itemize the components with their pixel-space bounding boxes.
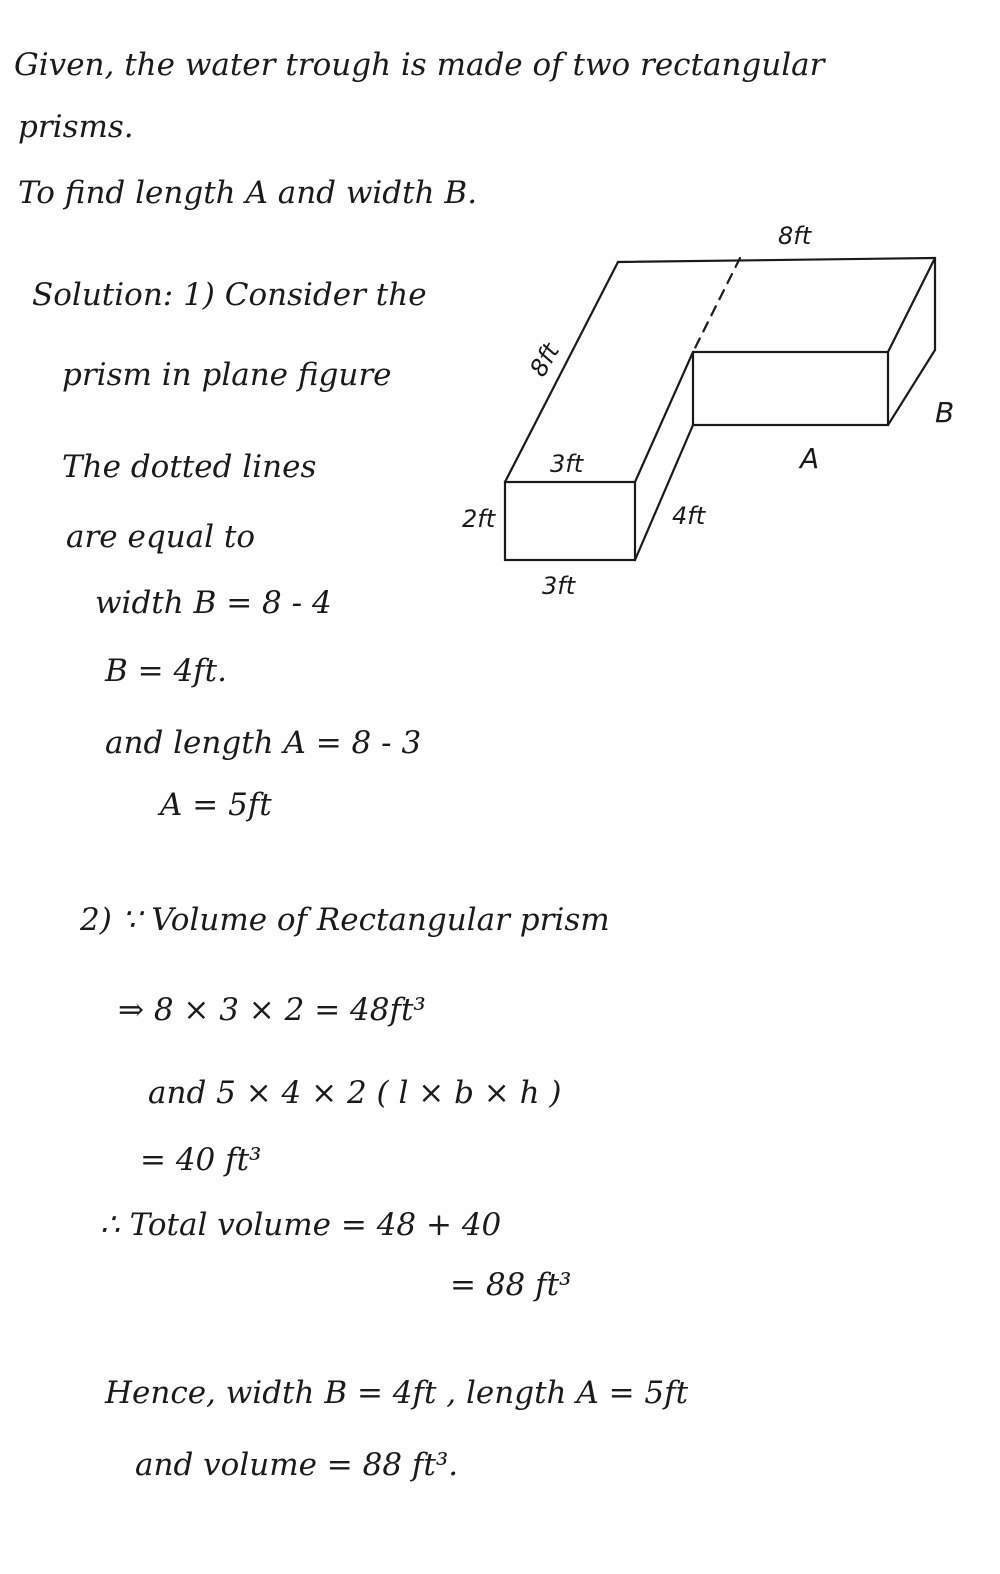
dotted-line (693, 258, 740, 352)
back-top-edge (618, 258, 935, 262)
text-line-total-result: = 88 ft³ (450, 1267, 572, 1303)
text-line-volume-1: ⇒ 8 × 3 × 2 = 48ft³ (118, 992, 426, 1028)
text-line-volume-2-result: = 40 ft³ (140, 1142, 262, 1178)
right-top-edge (888, 258, 935, 352)
text-line-prisms: prisms. (18, 109, 134, 145)
text-line-width-b: width B = 8 - 4 (95, 585, 332, 621)
front-face-left-prism (505, 482, 635, 560)
inner-top-edge (635, 352, 693, 482)
label-a: A (800, 442, 820, 475)
front-face-right-prism (693, 352, 888, 425)
label-height-2ft: 2ft (462, 505, 496, 533)
label-front-bottom-3ft: 3ft (542, 572, 576, 600)
label-top-8ft: 8ft (778, 222, 812, 250)
label-depth-4ft: 4ft (672, 502, 706, 530)
text-line-given: Given, the water trough is made of two rectangular (14, 47, 825, 83)
label-b: B (935, 396, 955, 429)
text-line-volume-2: and 5 × 4 × 2 ( l × b × h ) (148, 1075, 562, 1111)
text-line-volume-heading: 2) ∵ Volume of Rectangular prism (80, 902, 610, 938)
left-top-edge (505, 262, 618, 482)
text-line-dotted: The dotted lines (62, 449, 317, 485)
text-line-a-value: A = 5ft (160, 787, 272, 823)
text-line-solution: Solution: 1) Consider the (32, 277, 427, 313)
inner-bottom-edge (635, 425, 693, 560)
text-line-total-volume: ∴ Total volume = 48 + 40 (100, 1207, 502, 1243)
text-line-to-find: To find length A and width B. (18, 175, 478, 211)
text-line-prism-plane: prism in plane figure (62, 357, 392, 393)
label-front-top-3ft: 3ft (550, 450, 584, 478)
text-line-length-a: and length A = 8 - 3 (105, 725, 422, 761)
text-line-equal-to: are equal to (66, 519, 256, 555)
text-line-hence: Hence, width B = 4ft , length A = 5ft (105, 1375, 689, 1411)
text-line-final-volume: and volume = 88 ft³. (135, 1447, 459, 1483)
text-line-b-value: B = 4ft. (105, 653, 227, 689)
label-side-8ft: 8ft (524, 338, 565, 382)
right-bottom-edge (888, 350, 935, 425)
